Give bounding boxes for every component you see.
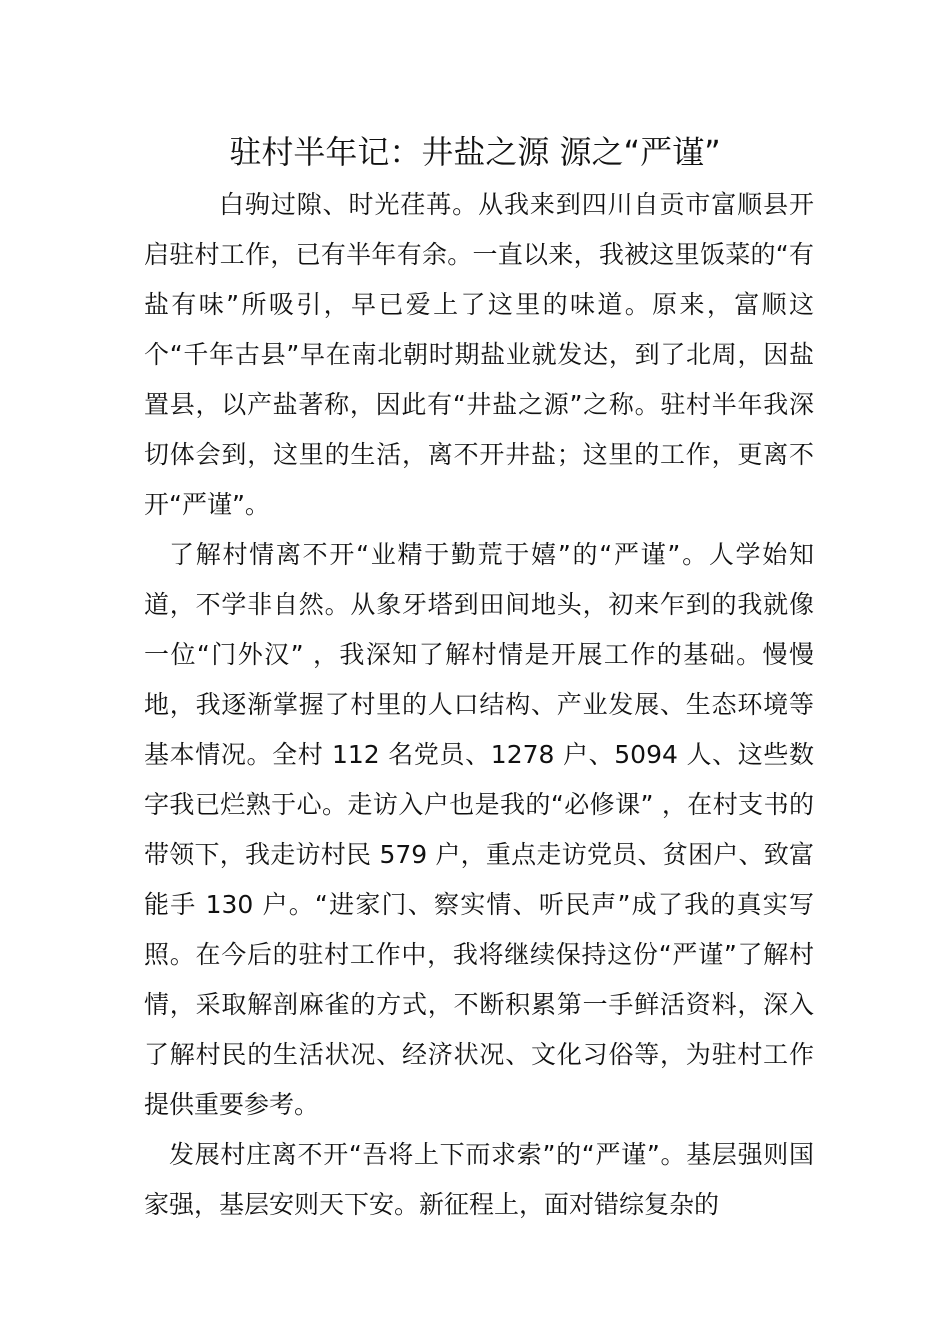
document-title: 驻村半年记：井盐之源 源之“严谨”	[229, 133, 721, 171]
paragraph-village-development: 发展村庄离不开“吾将上下而求索”的“严谨”。基层强则国家强，基层安则天下安。新征程上，面对错综复杂的	[144, 1140, 814, 1219]
paragraph-village-understanding: 了解村情离不开“业精于勤荒于嬉”的“严谨”。人学始知道，不学非自然。从象牙塔到田间地头，初来乍到的我就像一位“门外汉” ，我深知了解村情是开展工作的基础。慢慢地，我逐渐掌握了村里的人口结构、产业发展、生态环境等基本情况。全村 112 名党员、1278 户、5094 人、这些数字我已烂熟于心。走访入户也是我的“必修课” ，在村支书的带领下，我走访村民 579 户，重点走访党员、贫困户、致富能手 130 户。“进家门、察实情、听民声”成了我的真实写照。在今后的驻村工作中，我将继续保持这份“严谨”了解村情，采取解剖麻雀的方式，不断积累第一手鲜活资料，深入了解村民的生活状况、经济状况、文化习俗等，为驻村工作提供重要参考。	[144, 540, 814, 1119]
paragraph-intro: 白驹过隙、时光荏苒。从我来到四川自贡市富顺县开启驻村工作，已有半年有余。一直以来，我被这里饭菜的“有盐有味”所吸引，早已爱上了这里的味道。原来，富顺这个“千年古县”早在南北朝时期盐业就发达，到了北周，因盐置县，以产盐著称，因此有“井盐之源”之称。驻村半年我深切体会到，这里的生活，离不开井盐；这里的工作，更离不开“严谨”。	[144, 190, 814, 519]
document-body	[144, 180, 814, 1230]
